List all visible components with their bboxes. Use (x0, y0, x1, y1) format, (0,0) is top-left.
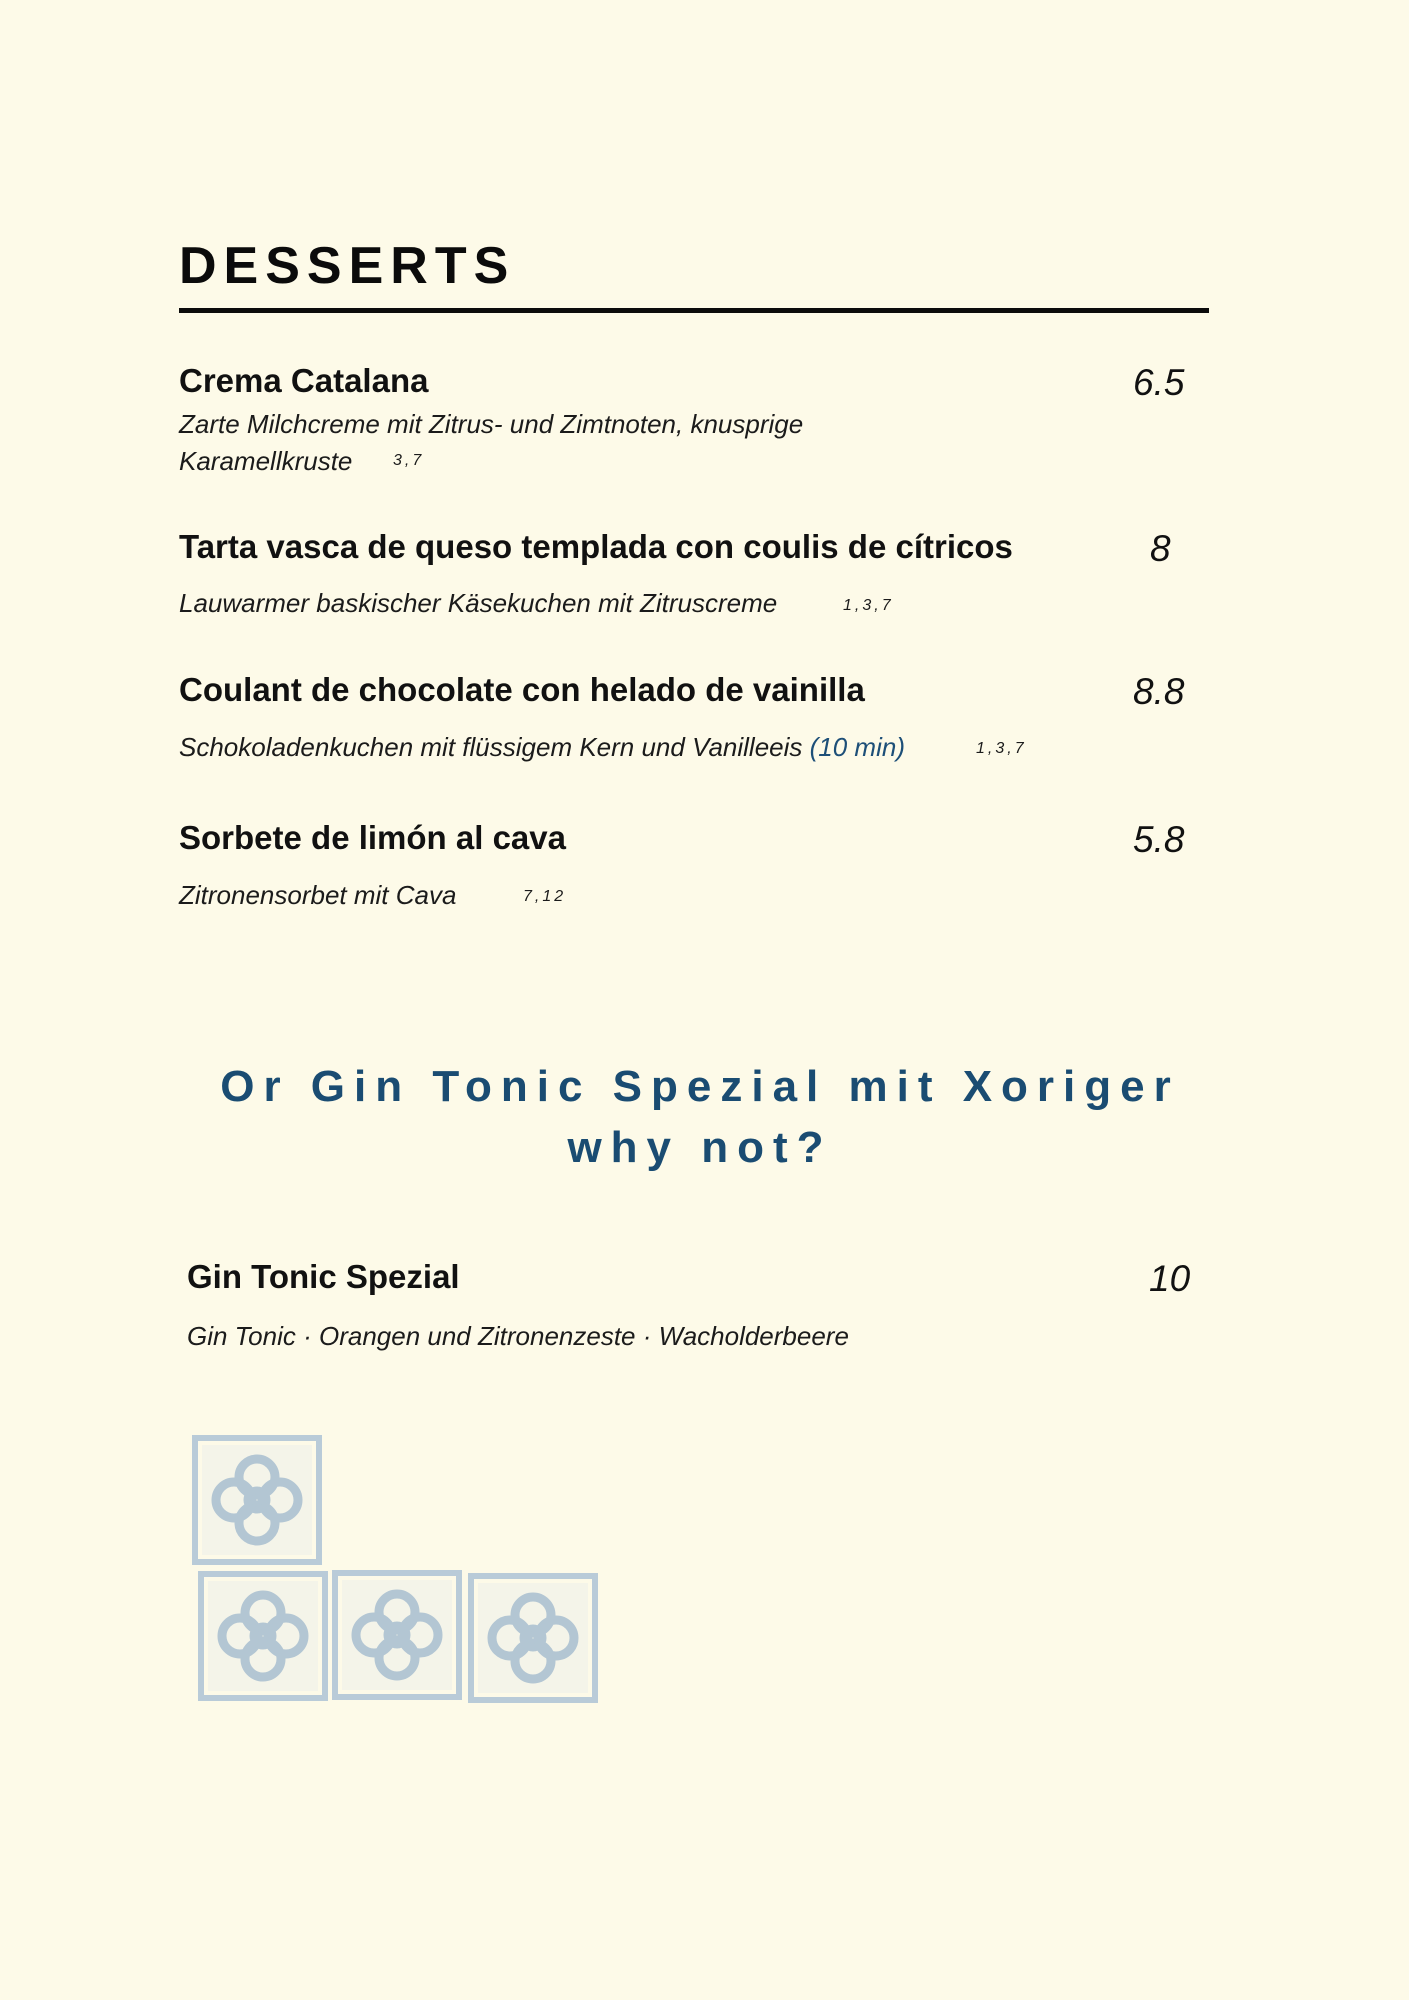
item-allergens: 1,3,7 (843, 597, 894, 614)
promo-line-1: Or Gin Tonic Spezial mit Xoriger (220, 1062, 1180, 1111)
drink-price: 10 (1149, 1258, 1191, 1299)
title-divider (179, 308, 1209, 313)
item-description: Schokoladenkuchen mit flüssigem Kern und Vanilleeis (179, 732, 803, 762)
item-description-row (179, 729, 905, 766)
item-price: 5.8 (1133, 819, 1185, 860)
promo-line-2: why not? (567, 1123, 833, 1172)
tile-flower-icon (332, 1570, 462, 1700)
item-description: Lauwarmer baskischer Käsekuchen mit Zitruscreme (179, 588, 778, 618)
item-price: 6.5 (1133, 362, 1185, 403)
tile-flower-icon (192, 1435, 322, 1565)
item-name-tarta-vasca: Tarta vasca de queso templada con coulis de cítricos (179, 528, 1013, 565)
page-title: DESSERTS (179, 237, 516, 295)
item-allergens: 7,12 (523, 888, 567, 905)
item-allergens: 1,3,7 (976, 740, 1027, 757)
item-description: Zarte Milchcreme mit Zitrus- und Zimtnoten, knusprige (179, 409, 804, 439)
item-allergens: 3,7 (393, 452, 425, 469)
item-name-sorbete: Sorbete de limón al cava (179, 819, 566, 856)
gin-tonic-promo (150, 1056, 1250, 1178)
drink-description: Gin Tonic · Orangen und Zitronenzeste · Wacholderbeere (187, 1321, 849, 1351)
drink-name: Gin Tonic Spezial (187, 1258, 460, 1295)
item-name-crema-catalana: Crema Catalana (179, 362, 429, 399)
item-description: Karamellkruste (179, 446, 353, 476)
item-price: 8 (1150, 528, 1171, 569)
item-note: (10 min) (809, 732, 905, 762)
item-price: 8.8 (1133, 671, 1185, 712)
tile-flower-icon (468, 1573, 598, 1703)
tile-flower-icon (198, 1571, 328, 1701)
item-description: Zitronensorbet mit Cava (179, 880, 457, 910)
item-name-coulant: Coulant de chocolate con helado de vainilla (179, 671, 865, 708)
